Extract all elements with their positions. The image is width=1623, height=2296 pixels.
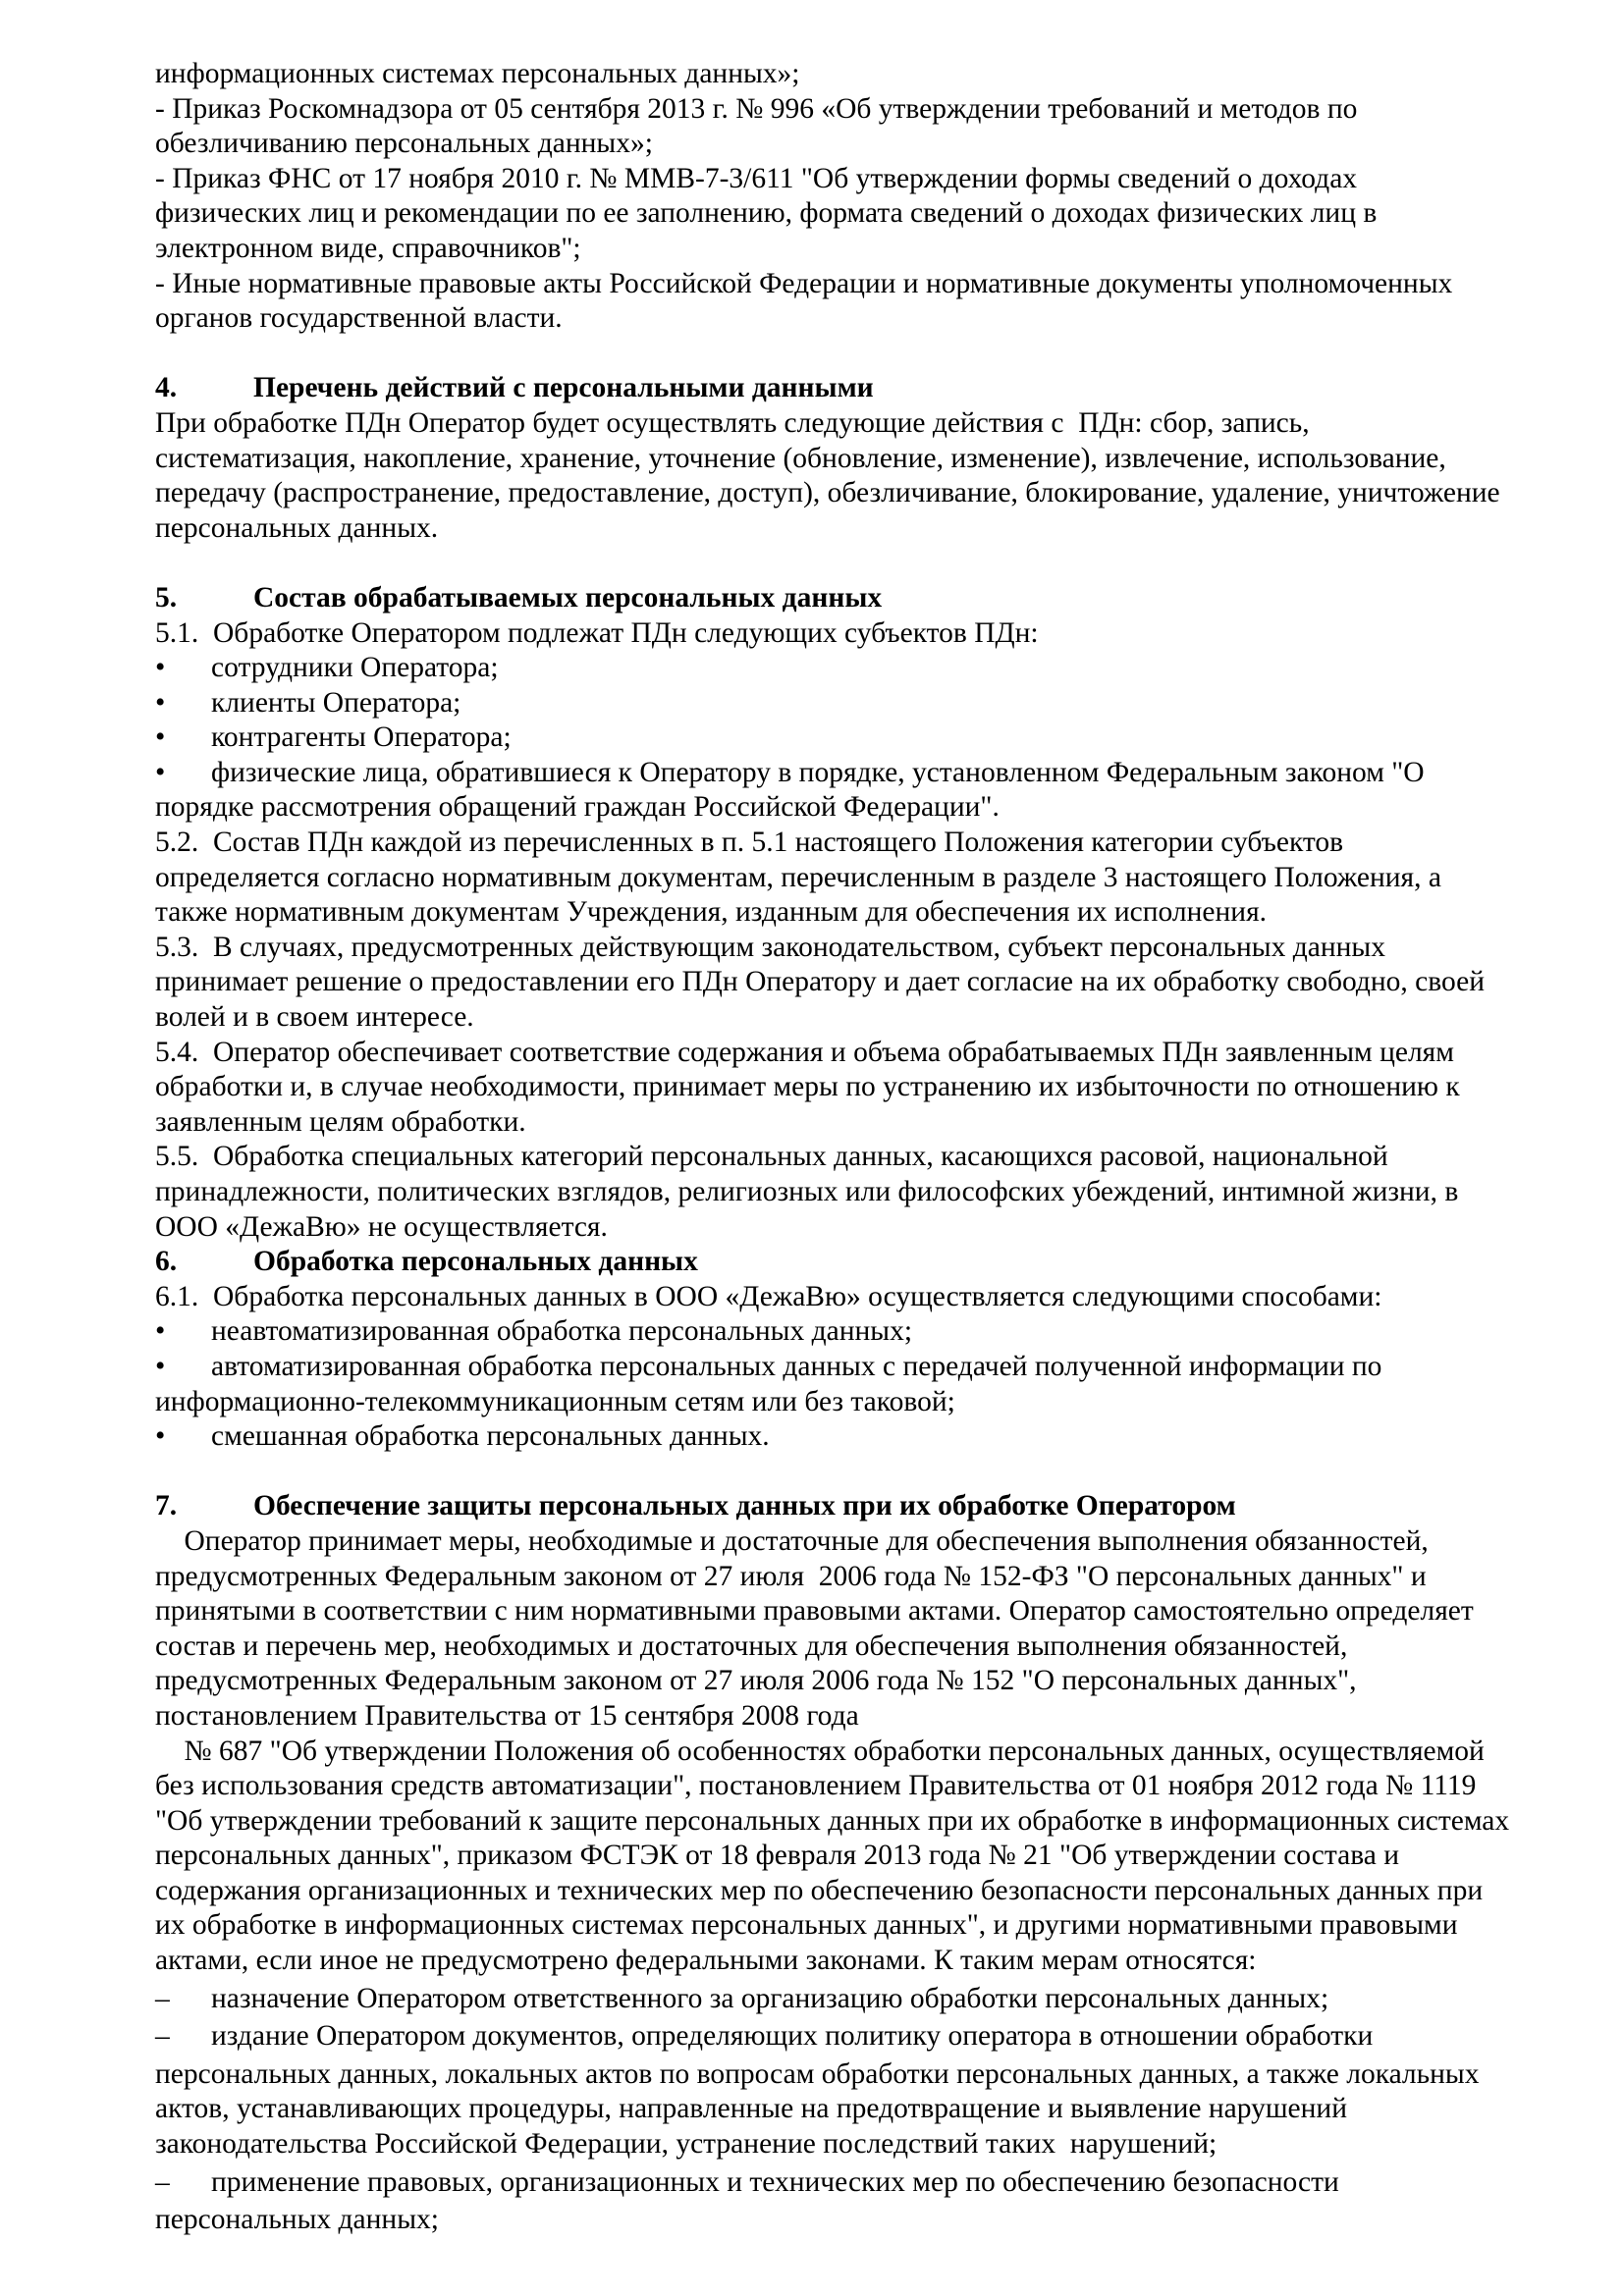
paragraph-line: предусмотренных Федеральным законом от 27 июля 2006 года № 152-ФЗ "О персональных данных" и [155, 1560, 1427, 1592]
list-item: • автоматизированная обработка персональных данных с передачей полученной информации по [155, 1350, 1569, 1385]
paragraph-line: актами, если иное не предусмотрено федеральными законами. К таким мерам относятся: [155, 1945, 1257, 1977]
paragraph-line: определяется согласно нормативным документам, перечисленным в разделе 3 настоящего Положения, а [155, 861, 1441, 893]
paragraph-line: персональных данных. [155, 511, 439, 544]
paragraph-line: постановлением Правительства от 15 сентября 2008 года [155, 1699, 859, 1732]
paragraph-line: волей и в своем интересе. [155, 1001, 474, 1034]
paragraph-line: принадлежности, политических взглядов, религиозных или философских убеждений, интимной жизни, в [155, 1176, 1459, 1207]
bullet-mark: • [155, 756, 166, 788]
paragraph-line: состав и перечень мер, необходимых и достаточных для обеспечения выполнения обязанностей, [155, 1629, 1348, 1662]
list-item: • смешанная обработка персональных данных. [155, 1419, 1569, 1455]
list-item: • контрагенты Оператора; [155, 721, 1569, 756]
intro-line: - Приказ Роскомнадзора от 05 сентября 2013 г. № 996 «Об утверждении требований и методов по [155, 92, 1358, 125]
list-item-continuation: актов, устанавливающих процедуры, направленные на предотвращение и выявление нарушений [155, 2093, 1348, 2125]
intro-line: электронном виде, справочников"; [155, 232, 581, 264]
bullet-mark: • [155, 721, 166, 754]
intro-line: - Приказ ФНС от 17 ноября 2010 г. № ММВ-7-3/611 "Об утверждении формы сведений о доходах [155, 162, 1358, 194]
section-title: Обработка персональных данных [253, 1246, 698, 1278]
section-number: 7. [155, 1490, 178, 1522]
dash-mark: – [155, 2165, 170, 2198]
list-item: • сотрудники Оператора; [155, 651, 1569, 686]
bullet-mark: • [155, 686, 166, 719]
bullet-mark: • [155, 1350, 166, 1382]
clause-5-1: 5.1. Обработке Оператором подлежат ПДн следующих субъектов ПДн: [155, 616, 1039, 649]
paragraph-line: их обработке в информационных системах персональных данных", и другими нормативными правовыми [155, 1909, 1458, 1942]
section-number: 5. [155, 581, 178, 614]
paragraph-line: предусмотренных Федеральным законом от 27 июля 2006 года № 152 "О персональных данных", [155, 1665, 1357, 1697]
list-item: • неавтоматизированная обработка персональных данных; [155, 1314, 1569, 1350]
bullet-mark: • [155, 1420, 166, 1453]
list-item-continuation: законодательства Российской Федерации, устранение последствий таких нарушений; [155, 2128, 1217, 2161]
paragraph-line: При обработке ПДн Оператор будет осуществлять следующие действия с ПДн: сбор, запись, [155, 406, 1310, 439]
section-title: Обеспечение защиты персональных данных при их обработке Оператором [253, 1490, 1236, 1522]
paragraph-line: принимает решение о предоставлении его ПДн Оператору и дает согласие на их обработку свободно, своей [155, 966, 1485, 998]
spacer [155, 337, 1569, 372]
section-title: Перечень действий с персональными данными [253, 372, 874, 404]
intro-line: - Иные нормативные правовые акты Российской Федерации и нормативные документы уполномоченных [155, 267, 1453, 299]
section-7-heading [155, 1489, 1569, 1524]
dash-list-item: – издание Оператором документов, определяющих политику оператора в отношении обработки [155, 2019, 1569, 2055]
list-item: • клиенты Оператора; [155, 686, 1569, 721]
paragraph-line: содержания организационных и технических мер по обеспечению безопасности персональных данных при [155, 1874, 1484, 1906]
spacer [155, 1455, 1569, 1490]
paragraph-line: заявленным целям обработки. [155, 1105, 526, 1138]
intro-line: органов государственной власти. [155, 302, 563, 335]
dash-list-item: – назначение Оператором ответственного за организацию обработки персональных данных; [155, 1982, 1569, 2017]
clause-5-5: 5.5. Обработка специальных категорий персональных данных, касающихся расовой, национальной [155, 1141, 1388, 1173]
clause-5-3: 5.3. В случаях, предусмотренных действующим законодательством, субъект персональных данных [155, 931, 1385, 963]
document-page [155, 57, 1569, 2238]
intro-line: физических лиц и рекомендации по ее заполнению, формата сведений о доходах физических лиц в [155, 197, 1378, 230]
paragraph-line: обработки и, в случае необходимости, принимает меры по устранению их избыточности по отношению к [155, 1071, 1460, 1103]
clause-5-4: 5.4. Оператор обеспечивает соответствие содержания и объема обрабатываемых ПДн заявленным целям [155, 1036, 1454, 1068]
paragraph-line: принятыми в соответствии с ним нормативными правовыми актами. Оператор самостоятельно определяет [155, 1595, 1474, 1628]
dash-list-item: – применение правовых, организационных и технических мер по обеспечению безопасности [155, 2165, 1569, 2201]
intro-line: обезличиванию персональных данных»; [155, 128, 653, 160]
section-number: 6. [155, 1246, 178, 1278]
paragraph-line: без использования средств автоматизации", постановлением Правительства от 01 ноября 2012 года № 1119 [155, 1770, 1477, 1802]
bullet-mark: • [155, 1315, 166, 1348]
list-item-continuation: порядке рассмотрения обращений граждан Российской Федерации". [155, 791, 1000, 824]
section-number: 4. [155, 372, 178, 404]
paragraph-line: систематизация, накопление, хранение, уточнение (обновление, изменение), извлечение, использование, [155, 442, 1446, 474]
dash-mark: – [155, 1982, 170, 2014]
list-item-continuation: информационно-телекоммуникационным сетям или без таковой; [155, 1385, 955, 1417]
section-title: Состав обрабатываемых персональных данных [253, 581, 883, 614]
paragraph-line: "Об утверждении требований к защите персональных данных при их обработке в информационных системах [155, 1804, 1510, 1837]
section-6-heading [155, 1245, 1569, 1280]
section-4-heading [155, 371, 1569, 406]
paragraph-line: передачу (распространение, предоставление, доступ), обезличивание, блокирование, удаление, уничтожение [155, 477, 1500, 509]
section-5-heading [155, 581, 1569, 616]
list-item: • физические лица, обратившиеся к Оператору в порядке, установленном Федеральным законом "О [155, 756, 1569, 791]
paragraph-line: ООО «ДежаВю» не осуществляется. [155, 1210, 608, 1243]
spacer [155, 546, 1569, 581]
clause-6-1: 6.1. Обработка персональных данных в ООО «ДежаВю» осуществляется следующими способами: [155, 1280, 1382, 1312]
clause-5-2: 5.2. Состав ПДн каждой из перечисленных в п. 5.1 настоящего Положения категории субъектов [155, 827, 1344, 859]
intro-line: информационных системах персональных данных»; [155, 58, 800, 89]
paragraph-line: также нормативным документам Учреждения, изданным для обеспечения их исполнения. [155, 896, 1268, 929]
list-item-continuation: персональных данных, локальных актов по вопросам обработки персональных данных, а также локальных [155, 2057, 1480, 2090]
bullet-mark: • [155, 652, 166, 684]
paragraph-line: персональных данных", приказом ФСТЭК от 18 февраля 2013 года № 21 "Об утверждении состава и [155, 1840, 1400, 1872]
paragraph-line: № 687 "Об утверждении Положения об особенностях обработки персональных данных, осуществляемой [155, 1735, 1485, 1767]
paragraph-line: Оператор принимает меры, необходимые и достаточные для обеспечения выполнения обязанностей, [155, 1524, 1429, 1557]
dash-mark: – [155, 2020, 170, 2053]
list-item-continuation: персональных данных; [155, 2204, 439, 2236]
